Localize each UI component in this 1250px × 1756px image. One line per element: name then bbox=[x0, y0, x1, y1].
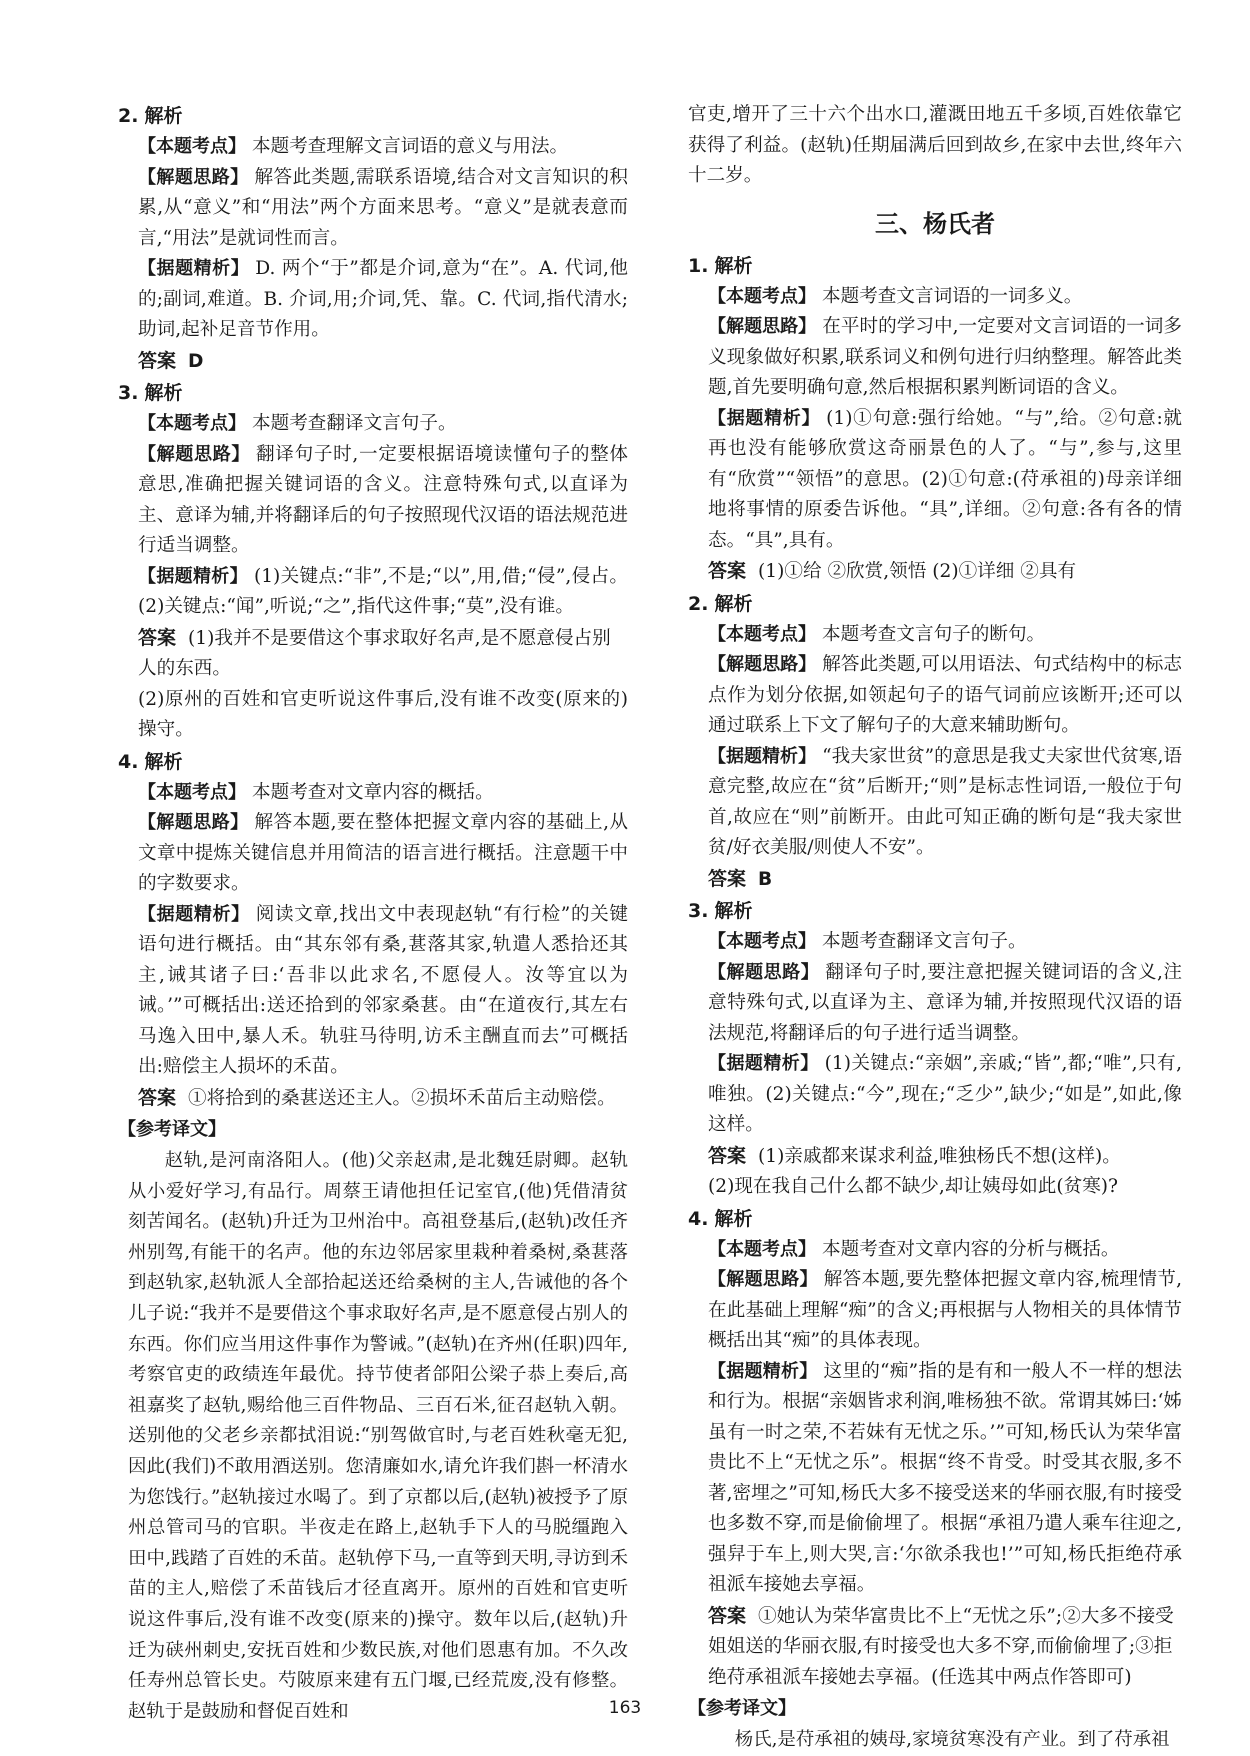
question-title: 解析 bbox=[144, 382, 183, 404]
answer-text: (1)①给 ②欣赏,领悟 (2)①详细 ②具有 bbox=[758, 561, 1077, 582]
translation-continuation: 官吏,增开了三十六个出水口,灌溉田地五千多顷,百姓依靠它获得了利益。(赵轨)任期届满后回到故乡,在家中去世,终年六十二岁。 bbox=[688, 104, 1182, 186]
silu-text: 翻译句子时,一定要根据语境读懂句子的整体意思,准确把握关键词语的含义。注意特殊句式,以直译为主、意译为辅,并将翻译后的句子按照现代汉语的语法规范进行适当调整。 bbox=[138, 443, 628, 556]
answer-text-2: (2)现在我自己什么都不缺少,却让姨母如此(贫寒)? bbox=[708, 1176, 1119, 1197]
silu-text: 解答本题,要先整体把握文章内容,梳理情节,在此基础上理解“痴”的含义;再根据与人物相关的具体情节概括出其“痴”的具体表现。 bbox=[708, 1269, 1182, 1351]
silu-text: 解答本题,要在整体把握文章内容的基础上,从文章中提炼关键信息并用简洁的语言进行概括。注意题干中的字数要求。 bbox=[138, 812, 628, 894]
kaodian-tag: 【本题考点】 bbox=[708, 1238, 816, 1260]
answer-text-2: (2)原州的百姓和官吏听说这件事后,没有谁不改变(原来的)操守。 bbox=[138, 688, 628, 740]
jingxi-tag: 【据题精析】 bbox=[138, 258, 250, 279]
jingxi-text: (1)关键点:“亲姻”,亲戚;“皆”,都;“唯”,只有,唯独。(2)关键点:“今”,现在;“乏少”,缺少;“如是”,如此,像这样。 bbox=[708, 1053, 1182, 1135]
answer-text: (1)我并不是要借这个事求取好名声,是不愿意侵占别人的东西。 bbox=[138, 627, 611, 679]
jingxi-text: D. 两个“于”都是介词,意为“在”。A. 代词,他的;副词,难道。B. 介词,用;介词,凭、靠。C. 代词,指代清水;助词,起补足音节作用。 bbox=[138, 258, 628, 340]
reference-translation-text: 杨氏,是苻承祖的姨母,家境贫寒没有产业。到了苻承祖 bbox=[734, 1729, 1170, 1750]
question-3 bbox=[118, 377, 628, 746]
jingxi-tag: 【据题精析】 bbox=[708, 1053, 819, 1074]
question-number: 3. bbox=[688, 900, 709, 922]
jingxi-text: “我夫家世贫”的意思是我丈夫家世代贫寒,语意完整,故应在“贫”后断开;“则”是标志性词语,一般位于句首,故应在“则”前断开。由此可知正确的断句是“我夫家世贫/好衣美服/则使人不安”。 bbox=[708, 745, 1182, 858]
silu-tag: 【解题思路】 bbox=[708, 1269, 818, 1290]
question-number: 1. bbox=[688, 254, 709, 277]
question-4 bbox=[688, 1203, 1182, 1694]
answer-text: ①她认为荣华富贵比不上“无忧之乐”;②大多不接受姐姐送的华丽衣服,有时接受也大多不穿,而偷偷埋了;③拒绝苻承祖派车接她去享福。(任选其中两点作答即可) bbox=[708, 1605, 1174, 1688]
question-number: 4. bbox=[118, 750, 139, 773]
silu-text: 翻译句子时,要注意把握关键词语的含义,注意特殊句式,以直译为主、意译为辅,并按照现代汉语的语法规范,将翻译后的句子进行适当调整。 bbox=[708, 961, 1183, 1044]
jingxi-tag: 【据题精析】 bbox=[708, 1360, 818, 1382]
jingxi-tag: 【据题精析】 bbox=[708, 745, 817, 767]
answer-text: (1)亲戚都来谋求利益,唯独杨氏不想(这样)。 bbox=[758, 1145, 1121, 1167]
silu-tag: 【解题思路】 bbox=[138, 166, 249, 188]
kaodian-tag: 【本题考点】 bbox=[138, 136, 246, 157]
question-number: 2. bbox=[688, 592, 709, 615]
kaodian-text: 本题考查理解文言词语的意义与用法。 bbox=[252, 136, 569, 157]
jingxi-text: (1)①句意:强行给她。“与”,给。②句意:就再也没有能够欣赏这奇丽景色的人了。“与”,参与,这里有“欣赏”“领悟”的意思。(2)①句意:(苻承祖的)母亲详细地将事情的原委告诉他。“具”,详细。②句意:各有各的情态。“具”,具有。 bbox=[708, 407, 1182, 551]
left-column bbox=[118, 100, 628, 1727]
answer-tag: 答案 bbox=[138, 349, 177, 372]
answer-tag: 答案 bbox=[708, 867, 747, 890]
page-number: 163 bbox=[608, 1698, 642, 1718]
answer-tag: 答案 bbox=[708, 560, 747, 582]
question-number: 4. bbox=[688, 1207, 709, 1230]
silu-tag: 【解题思路】 bbox=[708, 316, 817, 337]
question-title: 解析 bbox=[714, 592, 753, 615]
kaodian-text: 本题考查对文章内容的概括。 bbox=[252, 781, 494, 803]
kaodian-tag: 【本题考点】 bbox=[708, 285, 816, 307]
question-number: 3. bbox=[118, 382, 139, 404]
answer-text: B bbox=[758, 868, 773, 890]
silu-tag: 【解题思路】 bbox=[138, 812, 249, 833]
jingxi-tag: 【据题精析】 bbox=[708, 407, 821, 429]
answer-tag: 答案 bbox=[138, 1086, 177, 1109]
kaodian-text: 本题考查翻译文言句子。 bbox=[252, 413, 457, 434]
jingxi-tag: 【据题精析】 bbox=[138, 565, 248, 587]
question-2 bbox=[118, 100, 628, 377]
question-number: 2. bbox=[118, 105, 139, 127]
question-title: 解析 bbox=[714, 1207, 753, 1230]
question-2 bbox=[688, 588, 1182, 896]
kaodian-text: 本题考查文言句子的断句。 bbox=[822, 623, 1046, 645]
kaodian-text: 本题考查对文章内容的分析与概括。 bbox=[822, 1238, 1120, 1260]
jingxi-tag: 【据题精析】 bbox=[138, 903, 250, 925]
answer-tag: 答案 bbox=[708, 1144, 747, 1167]
answer-text: D bbox=[188, 350, 204, 372]
reference-translation-text: 赵轨,是河南洛阳人。(他)父亲赵肃,是北魏廷尉卿。赵轨从小爱好学习,有品行。周蔡王请他担任记室官,(他)凭借清贫刻苦闻名。(赵轨)升迁为卫州治中。高祖登基后,(赵轨)改任齐州别驾,有能干的名声。他的东边邻居家里栽种着桑树,桑葚落到赵轨家,赵轨派人全部拾起送还给桑树的主人,告诫他的各个儿子说:“我并不是要借这个事求取好名声,是不愿意侵占别人的东西。你们应当用这件事作为警诫。”(赵轨)在齐州(任职)四年,考察官吏的政绩连年最优。持节使者郃阳公梁子恭上奏后,高祖嘉奖了赵轨,赐给他三百件物品、三百石米,征召赵轨入朝。送别他的父老乡亲都拭泪说:“别驾做官时,与老百姓秋毫无犯,因此(我们)不敢用酒送别。您清廉如水,请允许我们斟一杯清水为您饯行。”赵轨接过水喝了。到了京都以后,(赵轨)被授予了原州总管司马的官职。半夜走在路上,赵轨手下人的马脱缰跑入田中,践踏了百姓的禾苗。赵轨停下马,一直等到天明,寻访到禾苗的主人,赔偿了禾苗钱后才径直离开。原州的百姓和官吏听说这件事后,没有谁不改变(原来的)操守。数年以后,(赵轨)升迁为硖州刺史,安抚百姓和少数民族,对他们恩惠有加。不久改任寿州总管长史。芍陂原来建有五门堰,已经荒废,没有修整。赵轨于是鼓励和督促百姓和 bbox=[128, 1150, 628, 1722]
jingxi-text: (1)关键点:“非”,不是;“以”,用,借;“侵”,侵占。(2)关键点:“闻”,听说;“之”,指代这件事;“莫”,没有谁。 bbox=[138, 565, 629, 617]
kaodian-tag: 【本题考点】 bbox=[708, 623, 816, 645]
kaodian-tag: 【本题考点】 bbox=[138, 781, 246, 803]
question-title: 解析 bbox=[714, 900, 753, 922]
silu-tag: 【解题思路】 bbox=[708, 654, 817, 675]
kaodian-text: 本题考查文言词语的一词多义。 bbox=[822, 285, 1083, 307]
answer-tag: 答案 bbox=[138, 626, 177, 649]
silu-text: 解答此类题,可以用语法、句式结构中的标志点作为划分依据,如领起句子的语气词前应该断开;还可以通过联系上下文了解句子的大意来辅助断句。 bbox=[708, 654, 1183, 736]
question-title: 解析 bbox=[714, 254, 753, 277]
jingxi-text: 这里的“痴”指的是有和一般人不一样的想法和行为。根据“亲姻皆求利润,唯杨独不欲。常谓其姊曰:‘姊虽有一时之荣,不若妹有无忧之乐。’”可知,杨氏认为荣华富贵比不上“无忧之乐”。根据“终不肯受。时受其衣服,多不著,密埋之”可知,杨氏大多不接受送来的华丽衣服,有时接受也多数不穿,而是偷偷埋了。根据“承祖乃遣人乘车往迎之,强舁于车上,则大哭,言:‘尔欲杀我也!’”可知,杨氏拒绝苻承祖派车接她去享福。 bbox=[708, 1360, 1183, 1595]
jingxi-text: 阅读文章,找出文中表现赵轨“有行检”的关键语句进行概括。由“其东邻有桑,葚落其家,轨遣人悉拾还其主,诫其诸子曰:‘吾非以此求名,不愿侵人。汝等宜以为诫。’”可概括出:送还拾到的邻家桑葚。由“在道夜行,其左右马逸入田中,暴人禾。轨驻马待明,访禾主酬直而去”可概括出:赔偿主人损坏的禾苗。 bbox=[138, 903, 628, 1077]
kaodian-tag: 【本题考点】 bbox=[708, 931, 816, 952]
section-title: 三、杨氏者 bbox=[875, 208, 995, 238]
kaodian-text: 本题考查翻译文言句子。 bbox=[822, 931, 1027, 952]
right-column bbox=[688, 100, 1182, 1756]
reference-translation-title: 【参考译文】 bbox=[688, 1698, 796, 1719]
question-title: 解析 bbox=[144, 105, 183, 127]
question-4 bbox=[118, 746, 628, 1115]
question-title: 解析 bbox=[144, 750, 183, 773]
question-3 bbox=[688, 895, 1182, 1203]
kaodian-tag: 【本题考点】 bbox=[138, 413, 246, 434]
silu-text: 解答此类题,需联系语境,结合对文言知识的积累,从“意义”和“用法”两个方面来思考。“意义”是就表意而言,“用法”是就词性而言。 bbox=[138, 166, 628, 249]
answer-tag: 答案 bbox=[708, 1604, 747, 1627]
answer-text: ①将拾到的桑葚送还主人。②损坏禾苗后主动赔偿。 bbox=[188, 1087, 616, 1109]
question-1 bbox=[688, 250, 1182, 588]
silu-tag: 【解题思路】 bbox=[138, 443, 251, 465]
silu-text: 在平时的学习中,一定要对文言词语的一词多义现象做好积累,联系词义和例句进行归纳整理。解答此类题,首先要明确句意,然后根据积累判断词语的含义。 bbox=[708, 316, 1183, 398]
reference-translation-title: 【参考译文】 bbox=[118, 1119, 226, 1140]
silu-tag: 【解题思路】 bbox=[708, 961, 820, 983]
